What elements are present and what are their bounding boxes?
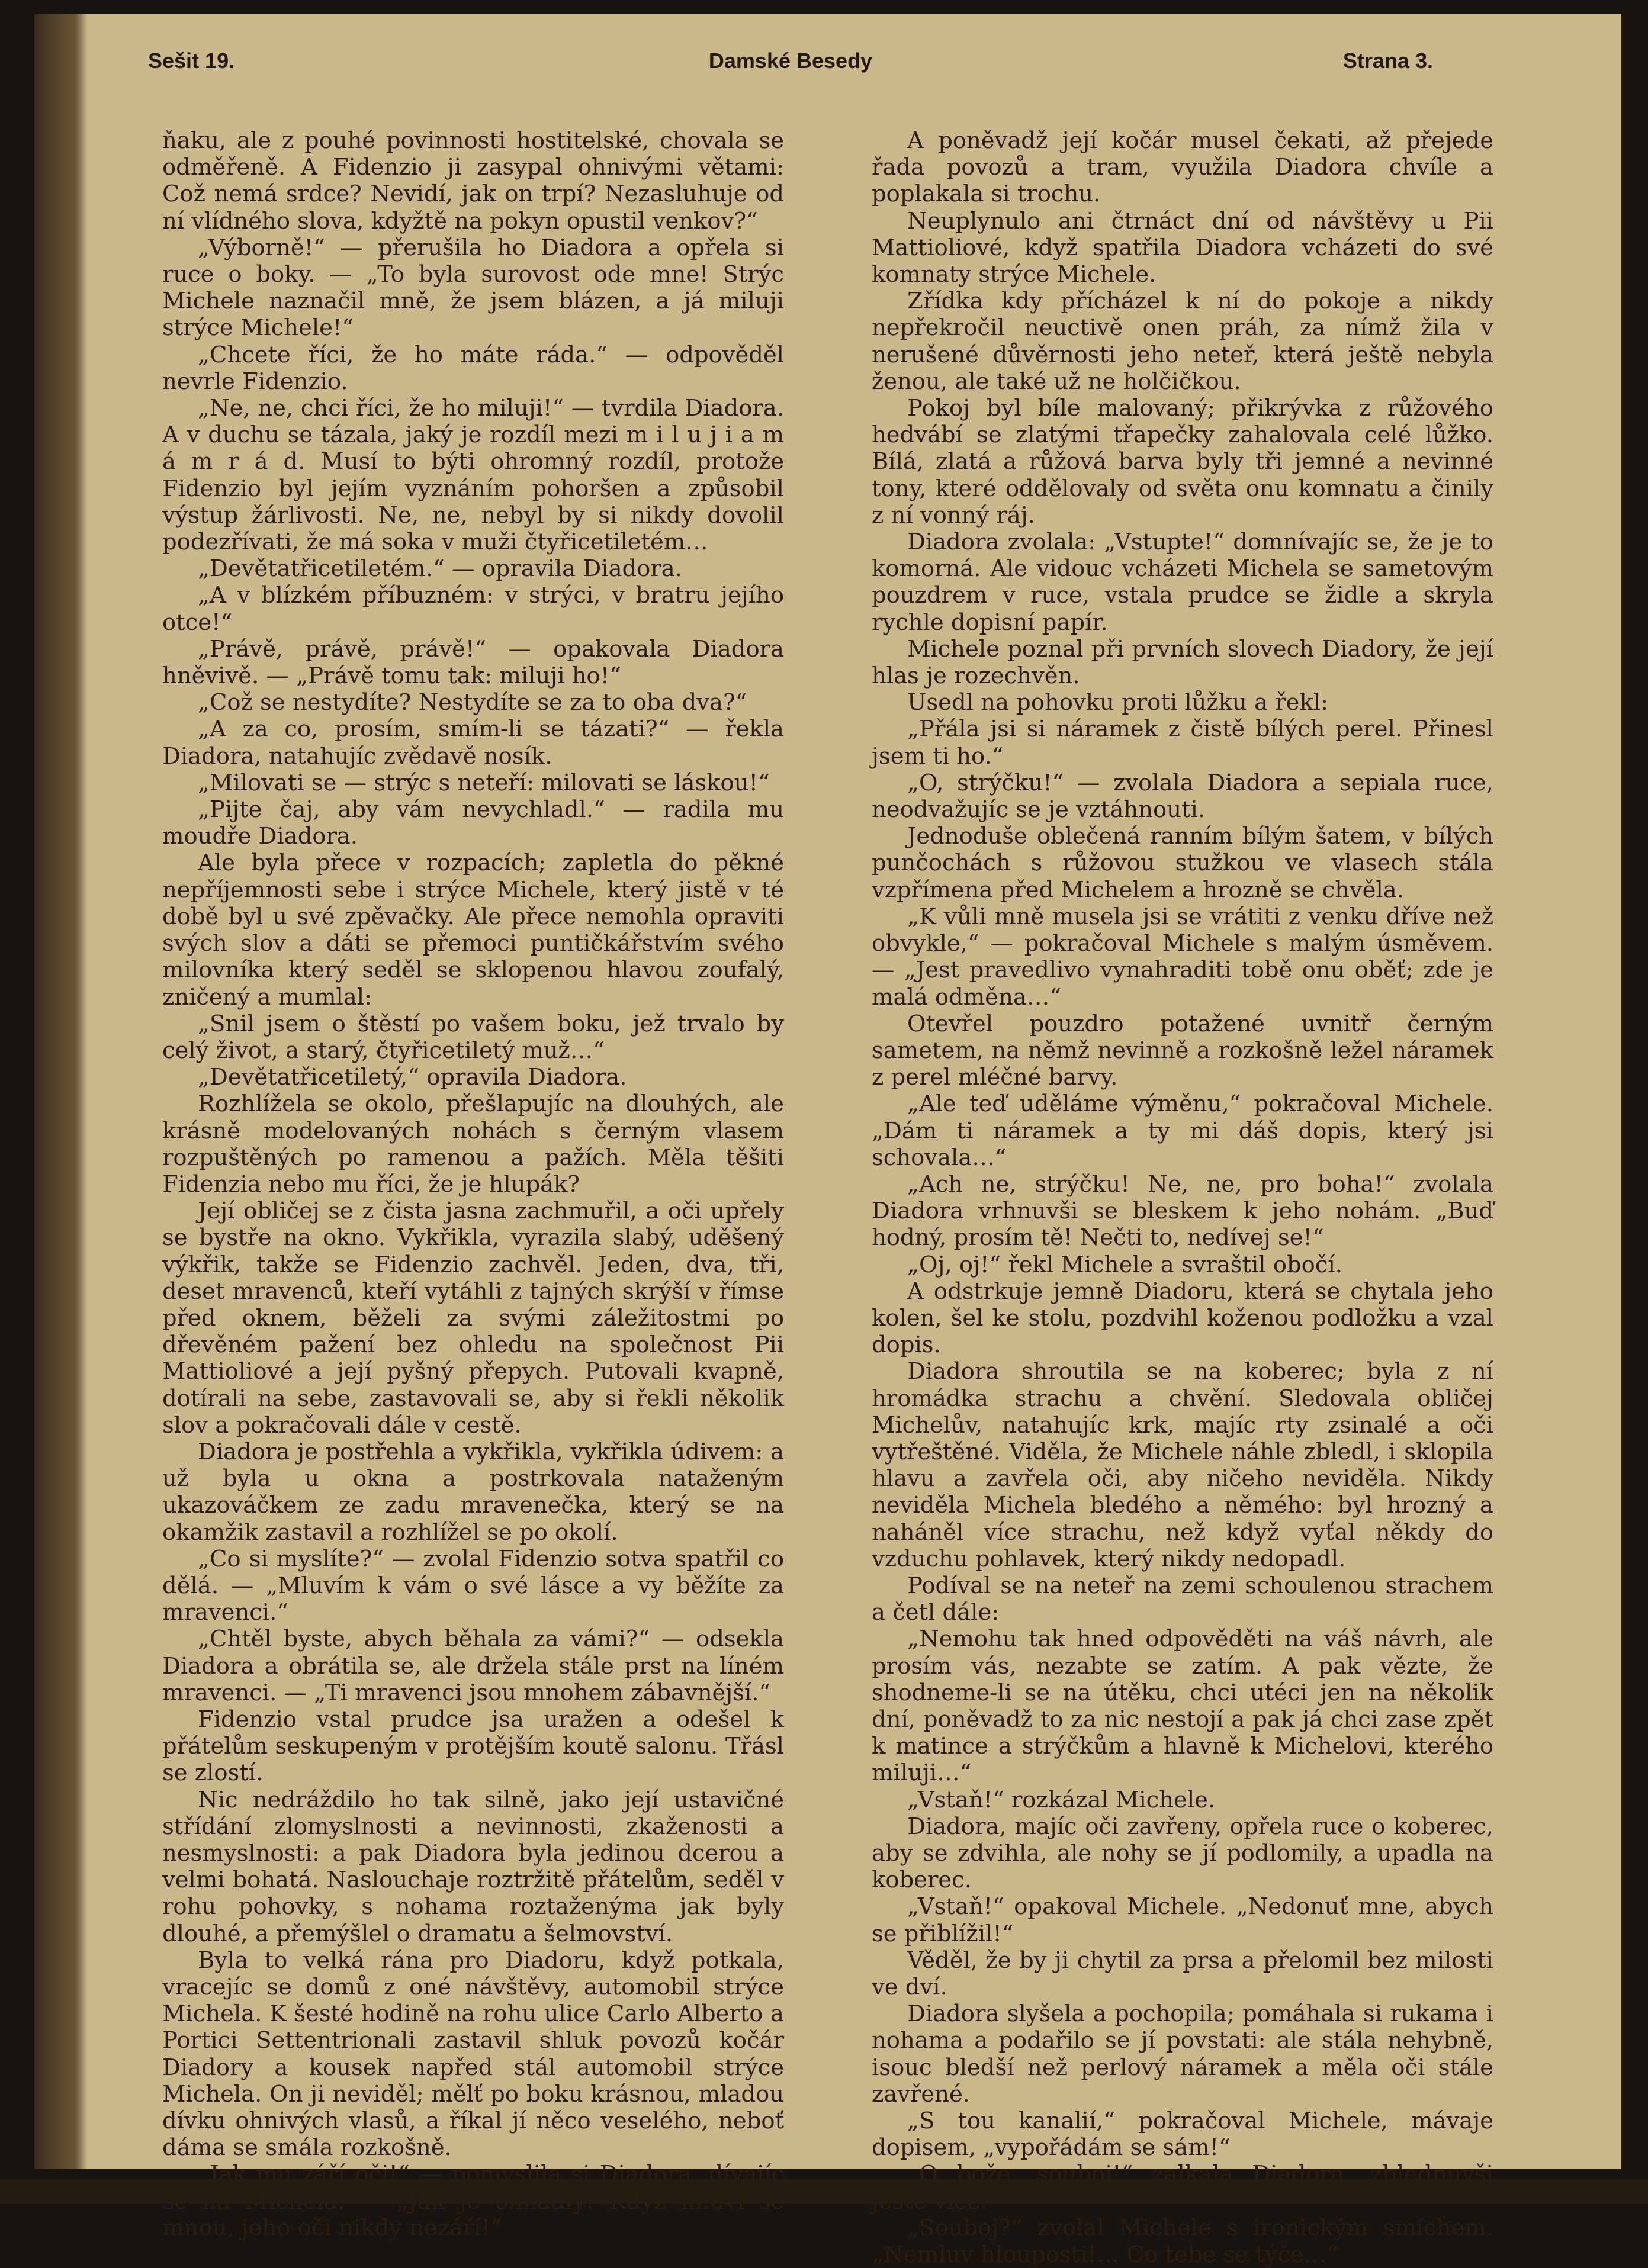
paragraph: Diadora, majíc oči zavřeny, opřela ruce o koberec, aby se zdvihla, ale nohy se jí podlomily, a upadla na koberec.	[872, 1813, 1493, 1894]
paragraph: „A za co, prosím, smím-li se tázati?“ — řekla Diadora, natahujíc zvědavě nosík.	[162, 716, 784, 770]
paragraph: Jednoduše oblečená ranním bílým šatem, v bílých punčochách s růžovou stužkou ve vlasech stála vzpřímena před Michelem a hrozně se chvěla.	[872, 823, 1493, 903]
issue-number: Sešit 19.	[148, 49, 235, 73]
paragraph: „Nemohu tak hned odpověděti na váš návrh, ale prosím vás, nezabte se zatím. A pak vězte, že shodneme-li se na útěku, chci utéci jen na několik dní, poněvadž to za nic nestojí a pak já chci zase zpět k matince a strýčkům a hlavně k Michelovi, kterého miluji…“	[872, 1626, 1493, 1787]
paragraph: Diadora je postřehla a vykřikla, vykřikla údivem: a už byla u okna a postrkovala nataženým ukazováčkem ze zadu mravenečka, který se na okamžik zastavil a rozhlížel se po okolí.	[162, 1438, 784, 1546]
paragraph: Diadora shroutila se na koberec; byla z ní hromádka strachu a chvění. Sledovala obličej Michelův, natahujíc krk, majíc rty zsinalé a oči vytřeštěné. Viděla, že Michele náhle zbledl, i sklopila hlavu a zavřela oči, aby ničeho neviděla. Nikdy neviděla Michela bledého a němého: byl hrozný a naháněl více strachu, než když vyťal někdy do vzduchu pohlavek, který nikdy nedopadl.	[872, 1358, 1493, 1572]
paragraph: ňaku, ale z pouhé povinnosti hostitelské, chovala se odměřeně. A Fidenzio ji zasypal ohnivými větami: Což nemá srdce? Nevidí, jak on trpí? Nezasluhuje od ní vlídného slova, kdyžtě na pokyn opustil venkov?“	[162, 127, 784, 234]
paragraph: Diadora zvolala: „Vstupte!“ domnívajíc se, že je to komorná. Ale vidouc vcházeti Michela se sametovým pouzdrem v ruce, vstala prudce se židle a skryla rychle dopisní papír.	[872, 529, 1493, 636]
paragraph: Fidenzio vstal prudce jsa uražen a odešel k přátelům seskupeným v protějším koutě salonu. Třásl se zlostí.	[162, 1706, 784, 1787]
paragraph: „Ale teď uděláme výměnu,“ pokračoval Michele. „Dám ti náramek a ty mi dáš dopis, který jsi schovala…“	[872, 1090, 1493, 1171]
paragraph: „Jak mu září oči!“ — pomyslila si Diadora, dívajíc se na Michela. — „Jak je omladlý! Když mluví se mnou, jeho oči nikdy nezáří!“	[162, 2161, 784, 2241]
paragraph: „Snil jsem o štěstí po vašem boku, jež trvalo by celý život, a starý, čtyřicetiletý muž…“	[162, 1010, 784, 1064]
paragraph: „Chtěl byste, abych běhala za vámi?“ — odsekla Diadora a obrátila se, ale držela stále prst na líném mravenci. — „Ti mravenci jsou mnohem zábavnější.“	[162, 1626, 784, 1706]
paragraph: Diadora slyšela a pochopila; pomáhala si rukama i nohama a podařilo se jí povstati: ale stála nehybně, isouc bledší než perlový náramek a měla oči stále zavřené.	[872, 2000, 1493, 2108]
binding-shadow	[34, 14, 88, 2169]
paragraph: „Oj, oj!“ řekl Michele a svraštil obočí.	[907, 1251, 1342, 1278]
paragraph: „Ach ne, strýčku! Ne, ne, pro boha!“ zvolala Diadora vrhnuvši se bleskem k jeho nohám. „Buď hodný, prosím tě! Nečti to, nedívej se!“	[872, 1170, 1493, 1252]
page-number: Strana 3.	[1342, 49, 1433, 73]
paragraph: Nic nedráždilo ho tak silně, jako její ustavičné střídání zlomyslnosti a nevinnosti, zkaženosti a nesmyslnosti: a pak Diadora byla jedinou dcerou a velmi bohatá. Naslouchaje roztržitě přátelům, seděl v rohu pohovky, s nohama roztaženýma jak byly dlouhé, a přemýšlel o dramatu a šelmovství.	[162, 1786, 784, 1947]
paragraph: Otevřel pouzdro potažené uvnitř černým sametem, na němž nevinně a rozkošně ležel náramek z perel mléčné barvy.	[872, 1010, 1493, 1091]
paragraph: „O bože, souboj!“ zalkala Diadora, zblednuvši ještě více.	[872, 2161, 1493, 2215]
paragraph: A odstrkuje jemně Diadoru, která se chytala jeho kolen, šel ke stolu, pozdvihl koženou podložku a vzal dopis.	[872, 1278, 1493, 1359]
publication-title: Damské Besedy	[708, 49, 873, 73]
paragraph: „K vůli mně musela jsi se vrátiti z venku dříve než obvykle,“ — pokračoval Michele s malým úsměvem. — „Jest pravedlivo vynahraditi tobě onu oběť; zde je malá odměna…“	[872, 903, 1493, 1011]
paragraph: Podíval se na neteř na zemi schoulenou strachem a četl dále:	[872, 1572, 1493, 1626]
paragraph: Zřídka kdy přícházel k ní do pokoje a nikdy nepřekročil neuctivě onen práh, za nímž žila v nerušené důvěrnosti jeho neteř, která ještě nebyla ženou, ale také už ne holčičkou.	[872, 288, 1493, 395]
text-column-left	[162, 127, 784, 2241]
paragraph: Rozhlížela se okolo, přešlapujíc na dlouhých, ale krásně modelovaných nohách s černým vlasem rozpuštěných po ramenou a pažích. Měla těšiti Fidenzia nebo mu říci, že je hlupák?	[162, 1090, 784, 1198]
paragraph: „Devětatřicetiletý,“ opravila Diadora.	[198, 1064, 627, 1091]
paragraph: A poněvadž její kočár musel čekati, až přejede řada povozů a tram, využila Diadora chvíle a poplakala si trochu.	[872, 127, 1493, 208]
paragraph: „O, strýčku!“ — zvolala Diadora a sepiala ruce, neodvažujíc se je vztáhnouti.	[872, 769, 1493, 823]
paragraph: Usedl na pohovku proti lůžku a řekl:	[907, 689, 1329, 716]
paragraph: „Výborně!“ — přerušila ho Diadora a opřela si ruce o boky. — „To byla surovost ode mne! Strýc Michele naznačil mně, že jsem blázen, a já miluji strýce Michele!“	[162, 234, 784, 342]
paragraph: „Co si myslíte?“ — zvolal Fidenzio sotva spatřil co dělá. — „Mluvím k vám o své lásce a vy běžíte za mravenci.“	[162, 1545, 784, 1626]
paragraph: „Vstaň!“ opakoval Michele. „Nedonuť mne, abych se přiblížil!“	[872, 1893, 1493, 1947]
paragraph: Věděl, že by ji chytil za prsa a přelomil bez milosti ve dví.	[872, 1947, 1493, 2001]
paragraph: „Souboj?“ zvolal Michele s ironickým smíchem. „Nemluv hlouposti!… Co tebe se týče…“	[872, 2214, 1493, 2268]
paragraph: „Ne, ne, chci říci, že ho miluji!“ — tvrdila Diadora. A v duchu se tázala, jaký je rozdíl mezi m i l u j i a m á m r á d. Musí to býti ohromný rozdíl, protože Fidenzio byl jejím vyznáním pohoršen a způsobil výstup žárlivosti. Ne, ne, nebyl by si nikdy dovolil podezřívati, že má soka v muži čtyřicetiletém…	[162, 395, 784, 556]
paragraph: „S tou kanalií,“ pokračoval Michele, mávaje dopisem, „vypořádám se sám!“	[872, 2108, 1493, 2161]
paragraph: Její obličej se z čista jasna zachmuřil, a oči upřely se bystře na okno. Vykřikla, vyrazila slabý, uděšený výkřik, takže se Fidenzio zachvěl. Jeden, dva, tři, deset mravenců, kteří vytáhli z tajných skrýší v římse před oknem, běželi za svými záležitostmi po dřevěném pažení bez ohledu na společnost Pii Mattioliové a její pyšný přepych. Putovali kvapně, dotírali na sebe, zastavovali se, aby si řekli několik slov a pokračovali dále v cestě.	[162, 1198, 784, 1439]
paragraph: „A v blízkém příbuzném: v strýci, v bratru jejího otce!“	[162, 582, 784, 636]
paragraph: „Právě, právě, právě!“ — opakovala Diadora hněvivě. — „Právě tomu tak: miluji ho!“	[162, 635, 784, 690]
paragraph: „Devětatřicetiletém.“ — opravila Diadora.	[198, 555, 682, 583]
paragraph: Pokoj byl bíle malovaný; přikrývka z růžového hedvábí se zlatými třapečky zahalovala celé lůžko. Bílá, zlatá a růžová barva byly tři jemné a nevinné tony, které oddělovaly od světa onu komnatu a činily z ní vonný ráj.	[872, 395, 1493, 529]
paragraph: „Což se nestydíte? Nestydíte se za to oba dva?“	[198, 689, 747, 716]
paragraph: „Pijte čaj, aby vám nevychladl.“ — radila mu moudře Diadora.	[162, 796, 784, 850]
paragraph: Ale byla přece v rozpacích; zapletla do pěkné nepříjemnosti sebe i strýce Michele, který jistě v té době byl u své zpěvačky. Ale přece nemohla opraviti svých slov a dáti se přemoci puntičkářstvím svého milovníka který seděl se sklopenou hlavou zoufalý, zničený a mumlal:	[162, 850, 784, 1011]
paragraph: Byla to velká rána pro Diadoru, když potkala, vracejíc se domů z oné návštěvy, automobil strýce Michela. K šesté hodině na rohu ulice Carlo Alberto a Portici Settentrionali zastavil shluk povozů kočár Diadory a kousek napřed stál automobil strýce Michela. On ji neviděl; mělť po boku krásnou, mladou dívku ohnivých vlasů, a říkal jí něco veselého, neboť dáma se smála rozkošně.	[162, 1947, 784, 2161]
paragraph: „Milovati se — strýc s neteří: milovati se láskou!“	[198, 769, 770, 796]
paragraph: Michele poznal při prvních slovech Diadory, že její hlas je rozechvěn.	[872, 635, 1493, 690]
text-column-right	[872, 127, 1493, 2268]
paragraph: Neuplynulo ani čtrnáct dní od návštěvy u Pii Mattioliové, když spatřila Diadora vcházeti do své komnaty strýce Michele.	[872, 207, 1493, 288]
paragraph: „Přála jsi si náramek z čistě bílých perel. Přinesl jsem ti ho.“	[872, 716, 1493, 770]
running-header	[148, 49, 1433, 90]
paragraph: „Chcete říci, že ho máte ráda.“ — odpověděl nevrle Fidenzio.	[162, 341, 784, 395]
paragraph: „Vstaň!“ rozkázal Michele.	[907, 1786, 1216, 1813]
